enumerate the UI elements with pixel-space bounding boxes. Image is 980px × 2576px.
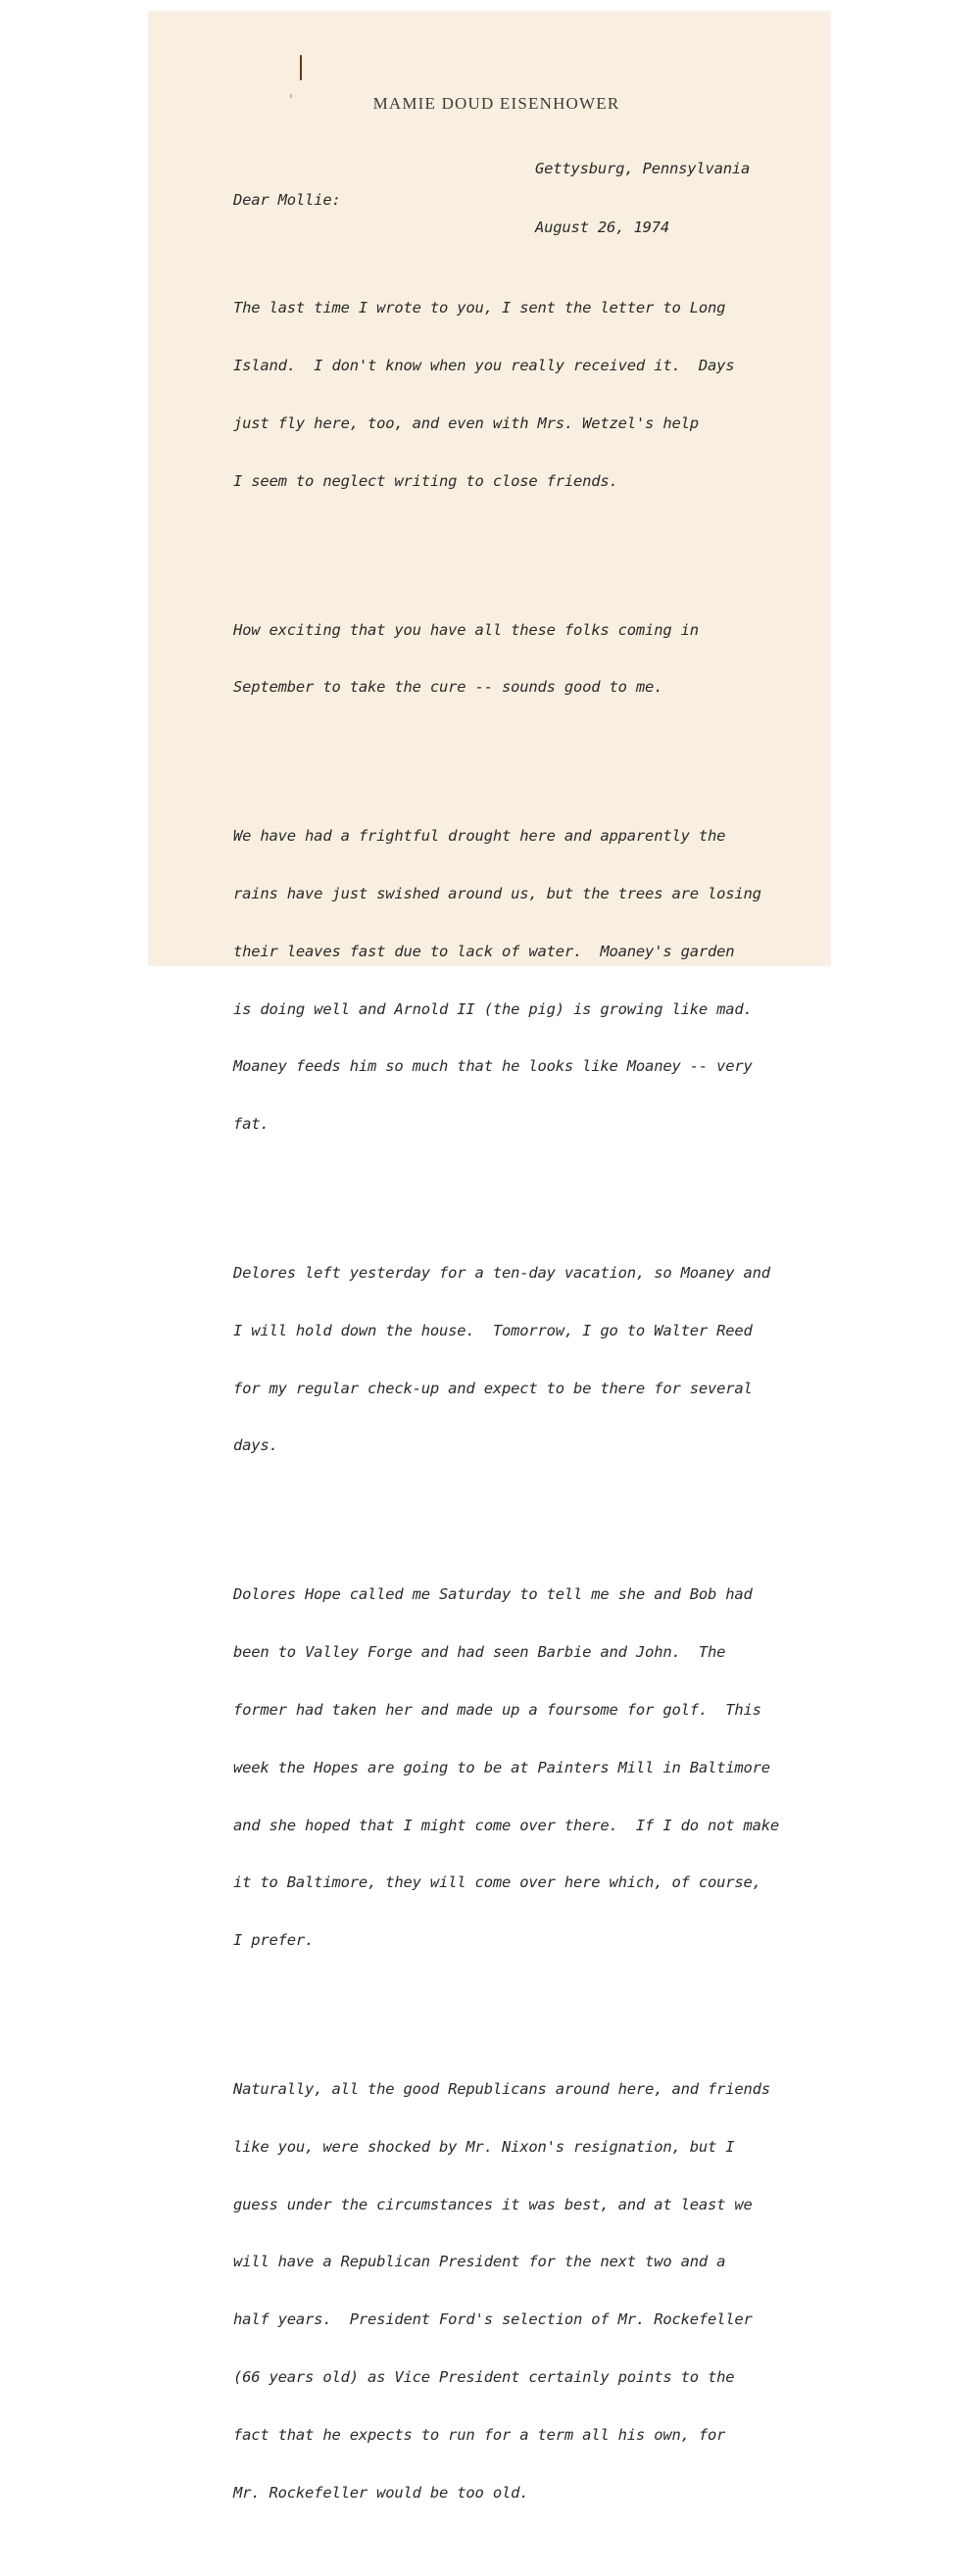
letter-body: [233, 225, 802, 2576]
paragraph-3: [233, 789, 802, 1173]
place-line: Gettysburg, Pennsylvania: [535, 160, 751, 177]
paragraph-4: [233, 1226, 802, 1494]
text-line: September to take the cure -- sounds good to me.: [233, 678, 663, 697]
salutation: Dear Mollie:: [233, 191, 341, 209]
text-line: days.: [233, 1436, 278, 1455]
text-line: their leaves fast due to lack of water. Moaney's garden: [233, 942, 735, 960]
paragraph-6: [233, 2042, 802, 2541]
text-line: will have a Republican President for the next two and a: [233, 2253, 726, 2271]
text-line: I will hold down the house. Tomorrow, I go to Walter Reed: [233, 1321, 753, 1339]
text-line: rains have just swished around us, but the trees are losing: [233, 885, 761, 903]
text-line: and she hoped that I might come over there. If I do not make: [233, 1816, 780, 1834]
text-line: Moaney feeds him so much that he looks like Moaney -- very: [233, 1057, 753, 1076]
text-line: week the Hopes are going to be at Painters Mill in Baltimore: [233, 1758, 770, 1776]
text-line: been to Valley Forge and had seen Barbie and John. The: [233, 1643, 726, 1662]
text-line: half years. President Ford's selection of Mr. Rockefeller: [233, 2310, 753, 2329]
letterhead-name: MAMIE DOUD EISENHOWER: [372, 94, 620, 113]
text-line: (66 years old) as Vice President certainly points to the: [233, 2368, 735, 2386]
text-line: it to Baltimore, they will come over here which, of course,: [233, 1873, 761, 1892]
paragraph-2: [233, 582, 802, 736]
text-line: We have had a frightful drought here and apparently the: [233, 827, 726, 846]
text-line: like you, were shocked by Mr. Nixon's resignation, but I: [233, 2137, 735, 2156]
text-line: The last time I wrote to you, I sent the letter to Long: [233, 299, 726, 317]
letterhead: [149, 94, 830, 114]
text-line: fat.: [233, 1115, 270, 1134]
text-line: Delores left yesterday for a ten-day vacation, so Moaney and: [233, 1264, 770, 1283]
text-line: Mr. Rockefeller would be too old.: [233, 2483, 529, 2502]
text-line: for my regular check-up and expect to be there for several: [233, 1379, 753, 1397]
paragraph-5: [233, 1547, 802, 1989]
text-line: I seem to neglect writing to close friends.: [233, 471, 618, 490]
text-line: Island. I don't know when you really received it. Days: [233, 356, 735, 374]
date-line: August 26, 1974: [535, 219, 669, 236]
text-line: is doing well and Arnold II (the pig) is growing like mad.: [233, 999, 753, 1018]
text-line: Naturally, all the good Republicans around here, and friends: [233, 2080, 770, 2099]
ink-mark: [300, 55, 302, 80]
text-line: guess under the circumstances it was best, and at least we: [233, 2195, 753, 2213]
paragraph-1: [233, 261, 802, 529]
text-line: former had taken her and made up a foursome for golf. This: [233, 1701, 761, 1719]
text-line: just fly here, too, and even with Mrs. Wetzel's help: [233, 413, 699, 432]
text-line: I prefer.: [233, 1931, 315, 1950]
text-line: How exciting that you have all these folks coming in: [233, 620, 699, 639]
text-line: Dolores Hope called me Saturday to tell me she and Bob had: [233, 1585, 753, 1604]
text-line: fact that he expects to run for a term all his own, for: [233, 2425, 726, 2444]
